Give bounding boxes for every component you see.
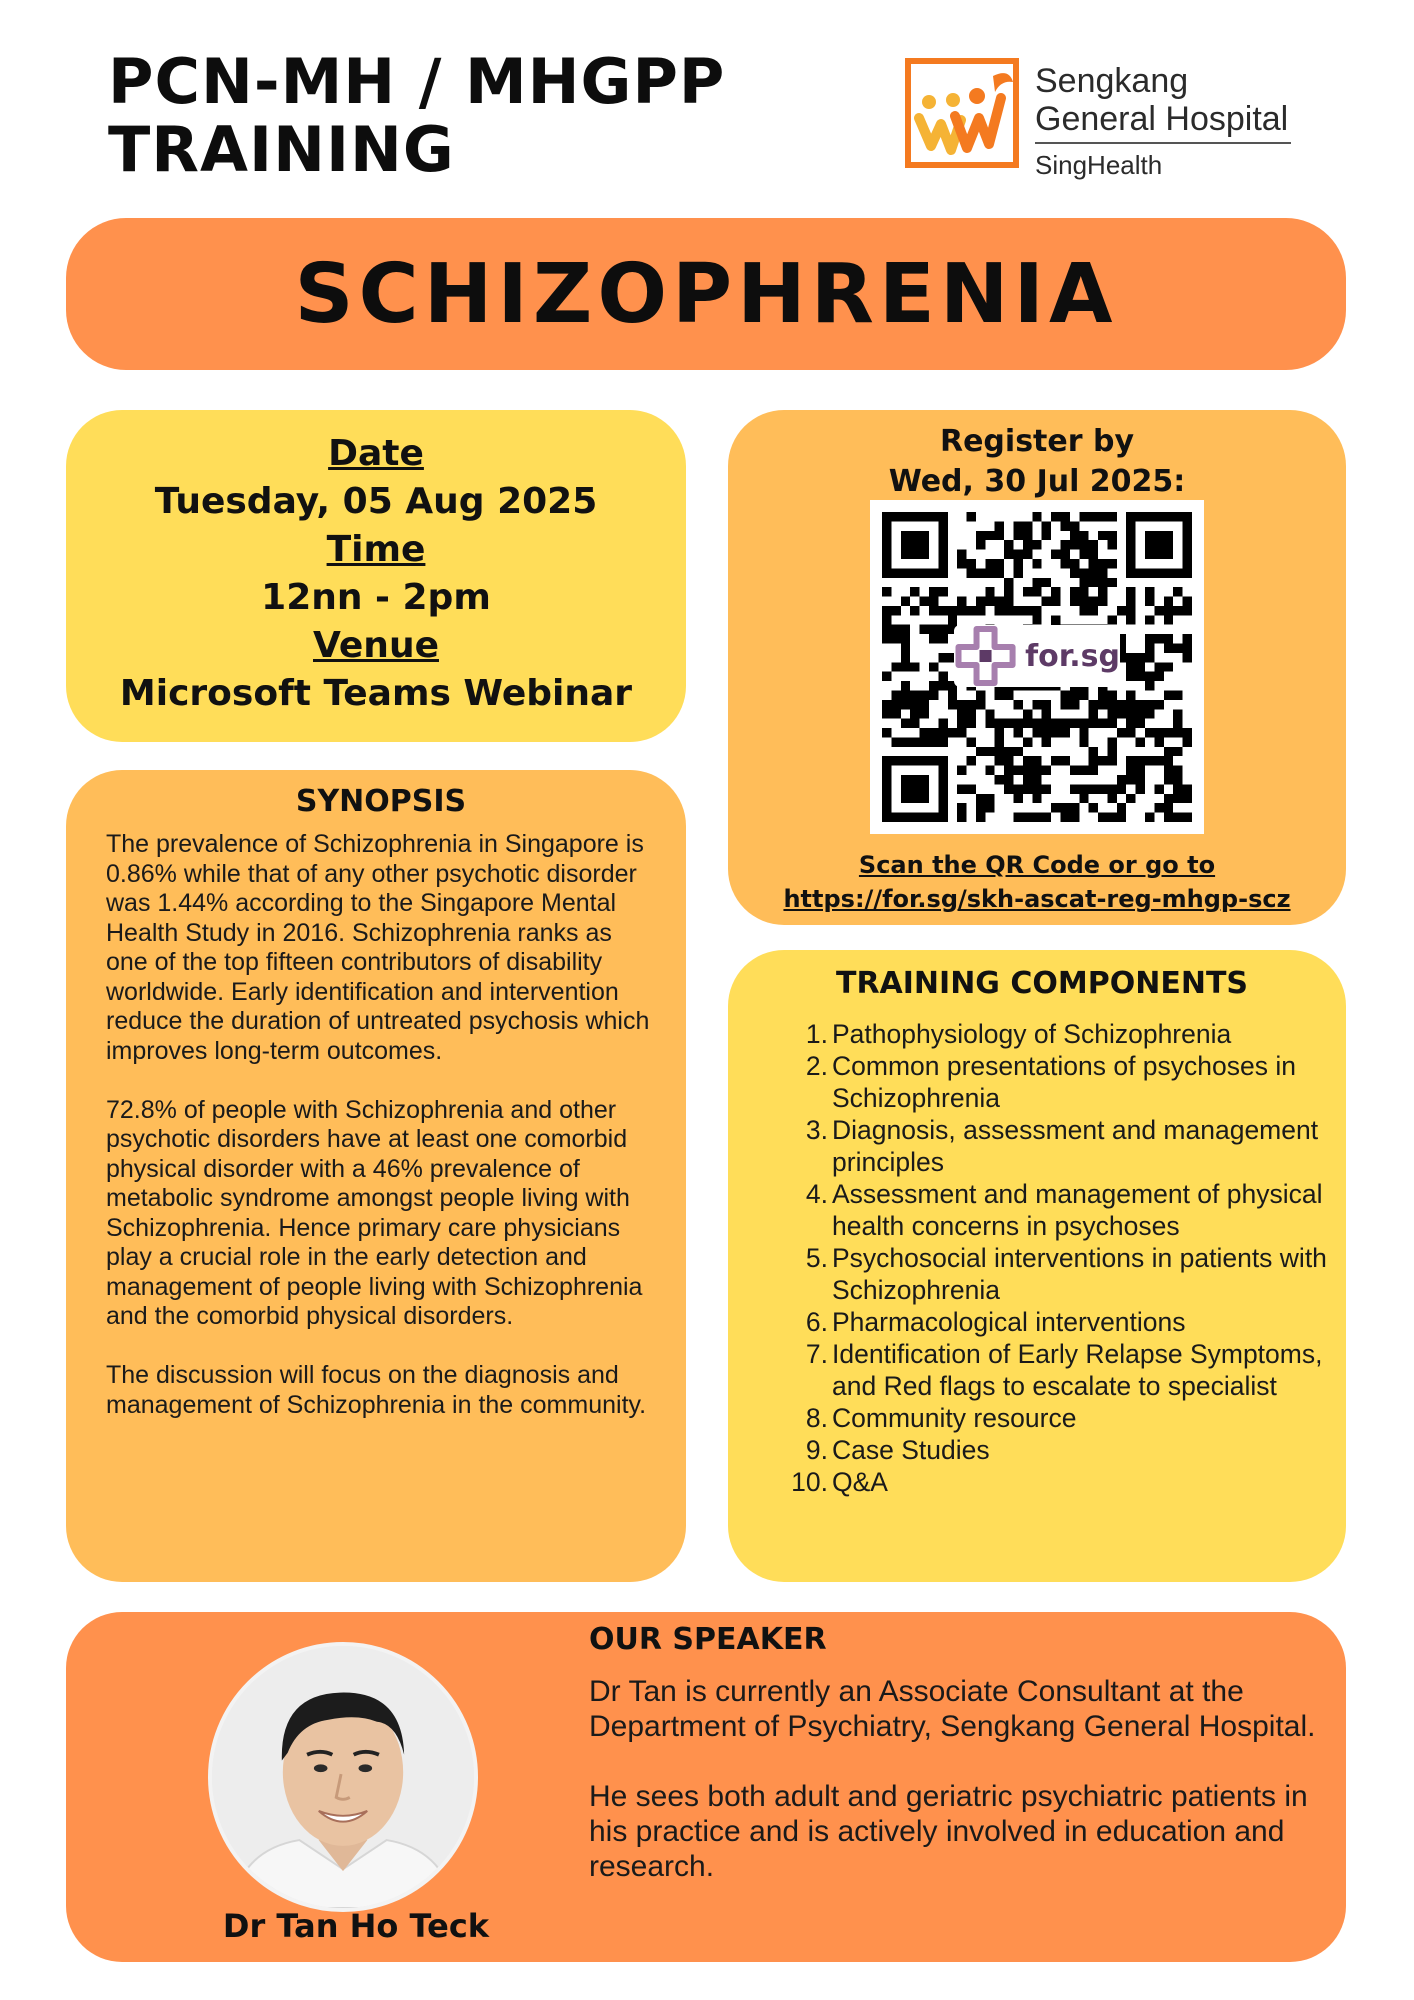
registration-qr-code[interactable] <box>870 500 1204 834</box>
list-item-text: Common presentations of psychoses in Schizophrenia <box>832 1051 1296 1113</box>
list-item-number: 7. <box>805 1339 828 1369</box>
training-components-card <box>728 950 1346 1582</box>
speaker-card <box>66 1612 1346 1962</box>
speaker-portrait-icon <box>212 1646 474 1908</box>
registration-title-line2: Wed, 30 Jul 2025: <box>888 464 1186 499</box>
speaker-name: Dr Tan Ho Teck <box>222 1907 490 1945</box>
hospital-logo-icon <box>905 58 1023 170</box>
hospital-name <box>1035 62 1305 138</box>
registration-url-link[interactable]: https://for.sg/skh-ascat-reg-mhgp-scz <box>783 885 1291 913</box>
synopsis-body <box>106 830 656 1420</box>
list-item <box>752 1434 1332 1466</box>
list-item-number: 6. <box>805 1307 828 1337</box>
list-item-number: 10. <box>791 1467 828 1497</box>
list-item-text: Identification of Early Relapse Symptoms, and Red flags to escalate to specialist <box>832 1339 1323 1401</box>
list-item-text: Assessment and management of physical health concerns in psychoses <box>832 1179 1323 1241</box>
list-item-number: 9. <box>805 1435 828 1465</box>
topic-title: SCHIZOPHRENIA <box>294 246 1118 342</box>
topic-banner <box>66 218 1346 370</box>
registration-card <box>728 410 1346 925</box>
list-item <box>752 1306 1332 1338</box>
event-details-card <box>66 410 686 742</box>
time-value: 12nn - 2pm <box>261 577 491 618</box>
speaker-bio <box>589 1674 1319 1919</box>
list-item-text: Community resource <box>832 1403 1077 1433</box>
speaker-bio-paragraph: Dr Tan is currently an Associate Consultant at the Department of Psychiatry, Sengkang General Hospital. <box>589 1675 1316 1743</box>
list-item-number: 8. <box>805 1403 828 1433</box>
hospital-logo <box>905 58 1305 184</box>
list-item <box>752 1338 1332 1402</box>
speaker-photo <box>208 1642 478 1912</box>
training-components-list <box>752 1018 1332 1498</box>
list-item-text: Diagnosis, assessment and management principles <box>832 1115 1319 1177</box>
speaker-bio-paragraph: He sees both adult and geriatric psychiatric patients in his practice and is actively involved in education and research. <box>589 1780 1308 1883</box>
hospital-name-line2: General Hospital <box>1035 100 1289 138</box>
synopsis-paragraph: The prevalence of Schizophrenia in Singapore is 0.86% while that of any other psychotic disorder was 1.44% according to the Singapore Mental Health Study in 2016. Schizophrenia ranks as one of the top fifteen contributors of disability worldwide. Early identification and intervention reduce the duration of untreated psychosis which improves long-term outcomes. <box>106 830 650 1065</box>
venue-label: Venue <box>313 625 439 666</box>
list-item <box>752 1466 1332 1498</box>
synopsis-title: SYNOPSIS <box>295 784 467 819</box>
list-item-number: 4. <box>805 1179 828 1209</box>
list-item-number: 2. <box>805 1051 828 1081</box>
list-item-number: 3. <box>805 1115 828 1145</box>
time-label: Time <box>326 529 426 570</box>
training-components-title: TRAINING COMPONENTS <box>835 966 1249 1001</box>
list-item <box>752 1178 1332 1242</box>
list-item-number: 1. <box>805 1019 828 1049</box>
registration-deadline <box>728 422 1346 502</box>
synopsis-paragraph: 72.8% of people with Schizophrenia and other psychotic disorders have at least one comorbid physical disorder with a 46% prevalence of metabolic syndrome amongst people living with Schizophrenia. Hence primary care physicians play a crucial role in the early detection and management of people living with Schizophrenia and the comorbid physical disorders. <box>106 1095 643 1330</box>
registration-instruction: Scan the QR Code or go to <box>858 851 1216 879</box>
main-title-line1: PCN-MH / MHGPP <box>108 45 726 118</box>
list-item <box>752 1114 1332 1178</box>
logo-divider <box>1035 142 1291 144</box>
singhealth-label: SingHealth <box>1035 150 1163 180</box>
list-item <box>752 1050 1332 1114</box>
date-value: Tuesday, 05 Aug 2025 <box>154 481 598 522</box>
venue-value: Microsoft Teams Webinar <box>119 673 633 714</box>
list-item-text: Pathophysiology of Schizophrenia <box>832 1019 1232 1049</box>
qr-badge-text: for.sg <box>1025 638 1120 674</box>
synopsis-card <box>66 770 686 1582</box>
list-item-number: 5. <box>805 1243 828 1273</box>
list-item <box>752 1242 1332 1306</box>
date-label: Date <box>328 433 424 474</box>
qr-badge <box>954 625 1120 687</box>
list-item <box>752 1402 1332 1434</box>
list-item-text: Case Studies <box>832 1435 990 1465</box>
list-item-text: Q&A <box>832 1467 888 1497</box>
hospital-name-line1: Sengkang <box>1035 62 1189 100</box>
registration-title-line1: Register by <box>939 424 1135 459</box>
list-item-text: Pharmacological interventions <box>832 1307 1186 1337</box>
list-item <box>752 1018 1332 1050</box>
list-item-text: Psychosocial interventions in patients with Schizophrenia <box>832 1243 1327 1305</box>
main-title <box>108 45 828 186</box>
registration-link-area <box>728 848 1346 916</box>
main-title-line2: TRAINING <box>108 113 455 186</box>
synopsis-paragraph: The discussion will focus on the diagnosis and management of Schizophrenia in the community. <box>106 1361 647 1419</box>
medical-cross-icon <box>954 501 1017 811</box>
speaker-heading: OUR SPEAKER <box>589 1622 827 1657</box>
